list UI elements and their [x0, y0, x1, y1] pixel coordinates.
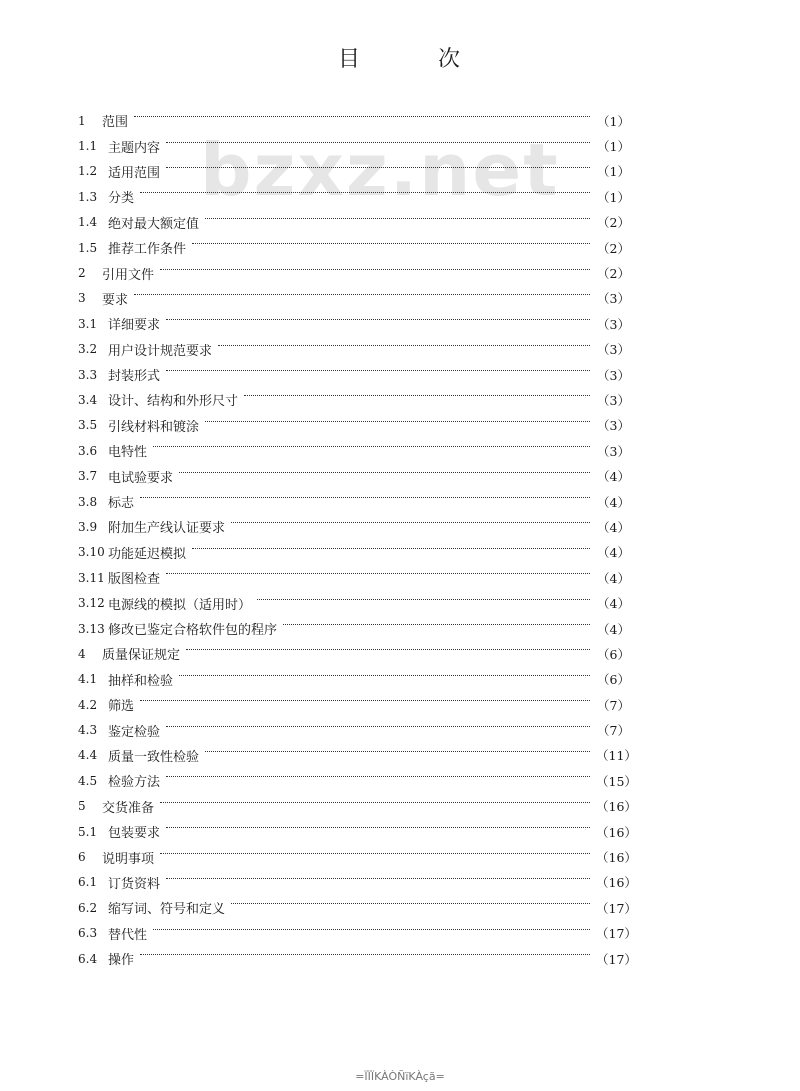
toc-entry-page: （16） — [596, 850, 637, 866]
toc-leader-dots — [205, 218, 590, 219]
toc-entry-number: 4.4 — [78, 748, 98, 763]
toc-entry-label: 筛选 — [108, 699, 135, 715]
toc-entry-number: 6 — [78, 850, 86, 865]
toc-leader-dots — [153, 929, 590, 930]
toc-entry-number: 1.3 — [78, 189, 98, 204]
toc-entry — [78, 108, 630, 133]
toc-entry-page: （4） — [597, 519, 630, 535]
toc-entry-label: 封装形式 — [108, 369, 161, 385]
toc-entry-label: 检验方法 — [108, 775, 161, 791]
toc-entry — [78, 616, 630, 641]
toc-entry-page: （16） — [596, 799, 637, 815]
toc-entry-number: 3.8 — [78, 494, 98, 509]
toc-entry-label: 分类 — [108, 191, 135, 207]
toc-leader-dots — [140, 700, 590, 701]
toc-entry-number: 1.2 — [78, 164, 98, 179]
toc-entry-number: 1.4 — [78, 215, 98, 230]
title-char-2: 次 — [438, 47, 463, 72]
toc-entry-label: 鉴定检验 — [108, 724, 161, 740]
toc-entry-page: （2） — [597, 240, 630, 256]
toc-entry-number: 3.7 — [78, 469, 98, 484]
toc-entry-label: 电源线的模拟（适用时） — [108, 597, 252, 613]
toc-entry-page: （3） — [597, 418, 630, 434]
toc-entry-page: （16） — [596, 824, 637, 840]
watermark: bzxz.net — [200, 128, 560, 212]
toc-entry — [78, 717, 630, 742]
toc-entry-page: （1） — [597, 164, 630, 180]
toc-entry-page: （3） — [597, 392, 630, 408]
toc-entry-label: 主题内容 — [108, 140, 161, 156]
toc-entry — [78, 133, 630, 158]
toc-entry-number: 2 — [78, 266, 86, 281]
toc-entry-page: （4） — [597, 596, 630, 612]
toc-entry — [78, 159, 630, 184]
toc-entry-label: 替代性 — [108, 927, 148, 943]
toc-entry-label: 推荐工作条件 — [108, 242, 187, 258]
toc-entry — [78, 413, 630, 438]
toc-leader-dots — [140, 192, 590, 193]
toc-entry-page: （2） — [597, 215, 630, 231]
toc-entry-number: 6.1 — [78, 875, 98, 890]
toc-leader-dots — [140, 954, 590, 955]
toc-entry-number: 3.1 — [78, 316, 98, 331]
toc-entry-label: 要求 — [102, 292, 129, 308]
toc-entry — [78, 819, 637, 844]
toc-leader-dots — [160, 853, 590, 854]
toc-entry-page: （17） — [596, 951, 637, 967]
toc-entry-page: （4） — [597, 469, 630, 485]
toc-entry-number: 3.12 — [78, 596, 105, 611]
toc-entry-label: 详细要求 — [108, 318, 161, 334]
toc-entry-page: （1） — [597, 113, 630, 129]
toc-entry-page: （3） — [597, 316, 630, 332]
toc-entry-label: 范围 — [102, 115, 129, 131]
toc-entry-page: （1） — [597, 139, 630, 155]
table-of-contents — [78, 108, 637, 971]
toc-entry — [78, 667, 630, 692]
toc-entry — [78, 540, 630, 565]
toc-entry — [78, 514, 630, 539]
toc-leader-dots — [166, 142, 590, 143]
toc-entry-label: 抽样和检验 — [108, 673, 174, 689]
toc-entry — [78, 463, 630, 488]
toc-entry-label: 操作 — [108, 953, 135, 969]
toc-entry-page: （7） — [597, 723, 630, 739]
toc-entry-number: 5.1 — [78, 824, 98, 839]
toc-entry-number: 6.2 — [78, 900, 98, 915]
toc-entry-page: （4） — [597, 570, 630, 586]
toc-leader-dots — [166, 878, 590, 879]
toc-leader-dots — [166, 167, 590, 168]
page-title — [0, 42, 800, 73]
toc-entry-page: （4） — [597, 494, 630, 510]
toc-entry-number: 4 — [78, 646, 86, 661]
toc-leader-dots — [153, 446, 590, 447]
toc-entry — [78, 794, 637, 819]
toc-entry-label: 缩写词、符号和定义 — [108, 902, 226, 918]
toc-entry-number: 3.5 — [78, 418, 98, 433]
toc-entry-label: 设计、结构和外形尺寸 — [108, 394, 239, 410]
title-char-1: 目 — [337, 47, 362, 72]
toc-entry — [78, 235, 630, 260]
toc-entry-label: 引线材料和镀涂 — [108, 419, 200, 435]
toc-entry-number: 3.9 — [78, 519, 98, 534]
toc-entry — [78, 870, 637, 895]
toc-leader-dots — [192, 548, 590, 549]
toc-leader-dots — [283, 624, 590, 625]
toc-entry-number: 3 — [78, 291, 86, 306]
toc-entry-number: 6.4 — [78, 951, 98, 966]
toc-entry-label: 包装要求 — [108, 826, 161, 842]
toc-entry — [78, 565, 630, 590]
toc-entry — [78, 844, 637, 869]
toc-entry-page: （16） — [596, 875, 637, 891]
toc-entry-number: 4.3 — [78, 723, 98, 738]
toc-entry-label: 交货准备 — [102, 800, 155, 816]
toc-leader-dots — [140, 497, 590, 498]
toc-entry-number: 3.11 — [78, 570, 105, 585]
toc-entry-page: （1） — [597, 189, 630, 205]
toc-entry — [78, 311, 630, 336]
toc-entry-label: 适用范围 — [108, 165, 161, 181]
toc-entry-label: 绝对最大额定值 — [108, 216, 200, 232]
toc-entry-number: 6.3 — [78, 926, 98, 941]
toc-entry-number: 1.1 — [78, 139, 98, 154]
toc-entry — [78, 768, 637, 793]
toc-entry — [78, 489, 630, 514]
toc-leader-dots — [244, 395, 590, 396]
toc-entry-page: （2） — [597, 266, 630, 282]
toc-leader-dots — [186, 649, 590, 650]
toc-entry-page: （3） — [597, 291, 630, 307]
toc-entry-label: 附加生产线认证要求 — [108, 521, 226, 537]
toc-entry-page: （7） — [597, 697, 630, 713]
toc-entry — [78, 692, 630, 717]
toc-entry-label: 电特性 — [108, 445, 148, 461]
toc-entry — [78, 921, 637, 946]
toc-entry-number: 3.4 — [78, 392, 98, 407]
toc-entry-number: 3.3 — [78, 367, 98, 382]
toc-entry-label: 引用文件 — [102, 267, 155, 283]
toc-entry — [78, 641, 630, 666]
toc-entry — [78, 286, 630, 311]
toc-entry — [78, 337, 630, 362]
toc-entry-number: 3.10 — [78, 545, 105, 560]
toc-entry — [78, 438, 630, 463]
toc-entry-label: 用户设计规范要求 — [108, 343, 213, 359]
toc-entry — [78, 743, 637, 768]
toc-entry — [78, 590, 630, 615]
toc-entry-number: 3.2 — [78, 342, 98, 357]
toc-entry-number: 4.5 — [78, 773, 98, 788]
toc-leader-dots — [231, 903, 590, 904]
toc-entry-page: （15） — [596, 773, 637, 789]
toc-entry — [78, 210, 630, 235]
toc-leader-dots — [160, 269, 590, 270]
toc-entry — [78, 184, 630, 209]
toc-leader-dots — [166, 726, 590, 727]
toc-entry-page: （4） — [597, 621, 630, 637]
toc-leader-dots — [134, 294, 590, 295]
toc-entry-number: 1.5 — [78, 240, 98, 255]
toc-entry-number: 1 — [78, 113, 86, 128]
toc-entry-label: 说明事项 — [102, 851, 155, 867]
toc-entry — [78, 362, 630, 387]
toc-entry-label: 质量保证规定 — [102, 648, 181, 664]
toc-entry — [78, 387, 630, 412]
toc-leader-dots — [166, 370, 590, 371]
toc-leader-dots — [192, 243, 590, 244]
toc-entry — [78, 946, 637, 971]
toc-entry-page: （17） — [596, 926, 637, 942]
toc-entry-number: 4.2 — [78, 697, 98, 712]
toc-entry — [78, 260, 630, 285]
toc-entry-label: 订货资料 — [108, 876, 161, 892]
toc-leader-dots — [205, 751, 590, 752]
toc-entry-page: （3） — [597, 367, 630, 383]
toc-leader-dots — [218, 345, 590, 346]
toc-entry-page: （11） — [596, 748, 637, 764]
toc-entry-page: （17） — [596, 900, 637, 916]
toc-leader-dots — [166, 319, 590, 320]
toc-entry-number: 3.6 — [78, 443, 98, 458]
toc-entry-label: 版图检查 — [108, 572, 161, 588]
toc-leader-dots — [166, 573, 590, 574]
toc-leader-dots — [134, 116, 590, 117]
toc-leader-dots — [257, 599, 590, 600]
toc-entry-label: 电试验要求 — [108, 470, 174, 486]
toc-entry-page: （4） — [597, 545, 630, 561]
toc-entry-number: 4.1 — [78, 672, 98, 687]
toc-leader-dots — [166, 776, 590, 777]
toc-entry — [78, 895, 637, 920]
toc-leader-dots — [231, 522, 590, 523]
toc-entry-page: （6） — [597, 672, 630, 688]
toc-entry-page: （6） — [597, 646, 630, 662]
toc-entry-label: 质量一致性检验 — [108, 749, 200, 765]
toc-entry-label: 标志 — [108, 496, 135, 512]
toc-leader-dots — [205, 421, 590, 422]
toc-leader-dots — [179, 675, 590, 676]
toc-entry-label: 修改已鉴定合格软件包的程序 — [108, 623, 278, 638]
footer-text: =ÏÏÏKÀÒÑïKÀçã= — [355, 1070, 445, 1083]
toc-entry-page: （3） — [597, 443, 630, 459]
toc-leader-dots — [166, 827, 590, 828]
toc-entry-number: 5 — [78, 799, 86, 814]
toc-entry-label: 功能延迟模拟 — [108, 546, 187, 562]
toc-entry-page: （3） — [597, 342, 630, 358]
toc-leader-dots — [179, 472, 590, 473]
toc-leader-dots — [160, 802, 590, 803]
toc-entry-number: 3.13 — [78, 621, 105, 636]
